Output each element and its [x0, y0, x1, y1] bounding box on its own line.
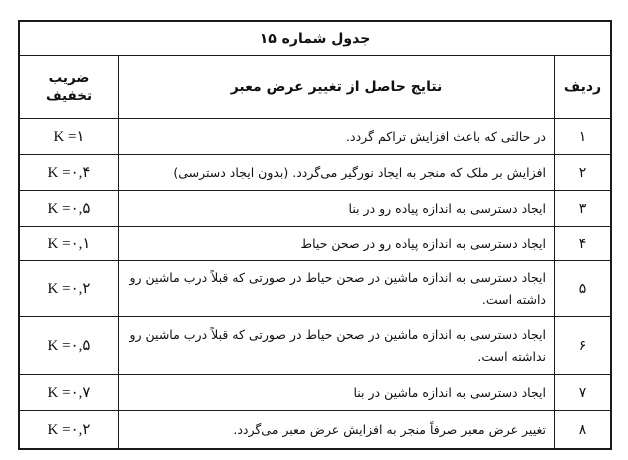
- table-row: [20, 375, 610, 411]
- row-number: ۶: [554, 317, 610, 374]
- table-row: [20, 317, 610, 375]
- row-number: ۸: [554, 411, 610, 448]
- row-description: ایجاد دسترسی به اندازه ماشین در صحن حیاط در صورتی که قبلاً درب ماشین رو داشته است.: [118, 261, 554, 316]
- row-description: ایجاد دسترسی به اندازه ماشین در صحن حیاط در صورتی که قبلاً درب ماشین رو نداشته است.: [118, 317, 554, 374]
- row-coefficient: K =۰,۵: [47, 201, 91, 217]
- reduction-coefficient-table: [18, 20, 612, 450]
- table-row: [20, 261, 610, 317]
- row-coefficient: K =۰,۲: [47, 422, 91, 438]
- row-description: افزایش بر ملک که منجر به ایجاد نورگیر می‌گردد. (بدون ایجاد دسترسی): [118, 155, 554, 190]
- row-coefficient: K =۱: [53, 129, 85, 145]
- row-number: ۳: [554, 191, 610, 226]
- table-header-row: [20, 56, 610, 119]
- table-row: [20, 155, 610, 191]
- row-number: ۲: [554, 155, 610, 190]
- row-description: ایجاد دسترسی به اندازه پیاده رو در بنا: [118, 191, 554, 226]
- table-row: [20, 119, 610, 155]
- header-description: نتایج حاصل از تغییر عرض معبر: [118, 56, 554, 118]
- row-description: ایجاد دسترسی به اندازه ماشین در بنا: [118, 375, 554, 410]
- table-row: [20, 411, 610, 448]
- row-number: ۷: [554, 375, 610, 410]
- header-coefficient-label: ضریب تخفیف: [45, 70, 93, 104]
- table-row: [20, 227, 610, 261]
- row-number: ۱: [554, 119, 610, 154]
- row-number: ۴: [554, 227, 610, 260]
- table-row: [20, 191, 610, 227]
- row-description: تغییر عرض معبر صرفاً منجر به افزایش عرض معبر می‌گردد.: [118, 411, 554, 448]
- header-row-number: ردیف: [554, 56, 610, 118]
- row-coefficient: K =۰,۱: [47, 236, 91, 252]
- header-coefficient: [20, 56, 118, 118]
- table-title: جدول شماره ۱۵: [20, 22, 610, 56]
- row-coefficient: K =۰,۵: [47, 338, 91, 354]
- row-description: در حالتی که باعث افزایش تراکم گردد.: [118, 119, 554, 154]
- row-coefficient: K =۰,۲: [47, 281, 91, 297]
- row-coefficient: K =۰,۷: [47, 385, 91, 401]
- row-number: ۵: [554, 261, 610, 316]
- row-description: ایجاد دسترسی به اندازه پیاده رو در صحن حیاط: [118, 227, 554, 260]
- row-coefficient: K =۰,۴: [47, 165, 91, 181]
